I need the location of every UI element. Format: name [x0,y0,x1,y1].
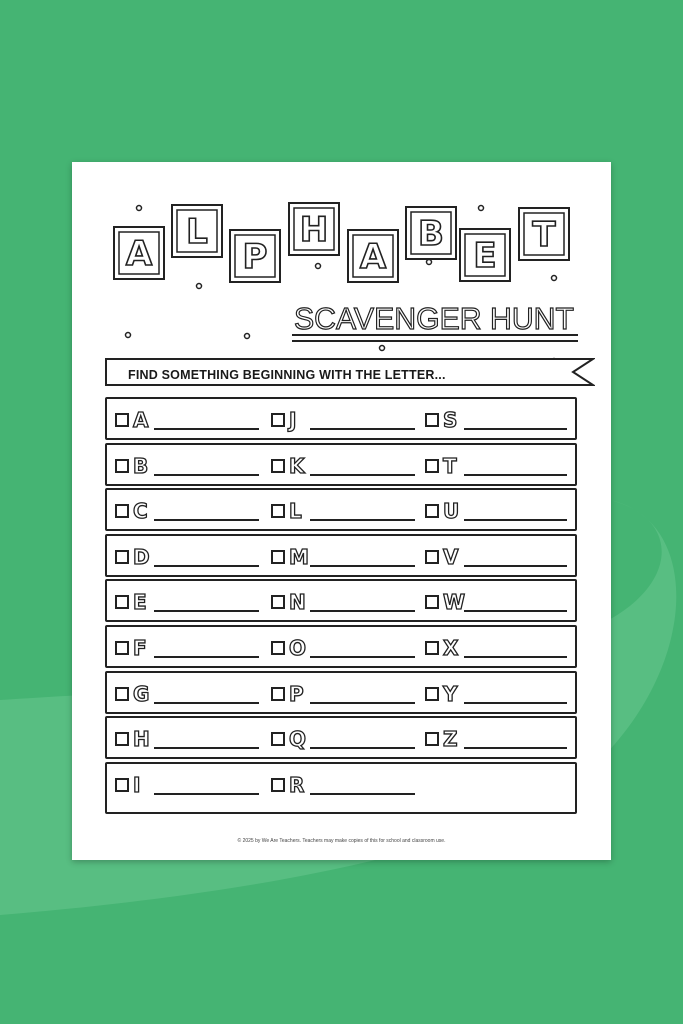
answer-line[interactable] [464,519,567,521]
checkbox[interactable] [271,459,285,473]
letter-label: D [133,544,150,569]
checkbox[interactable] [271,687,285,701]
letter-item-m [265,546,415,570]
letter-item-q [265,728,415,752]
answer-line[interactable] [154,428,259,430]
letter-row [105,488,577,531]
answer-line[interactable] [154,610,259,612]
letter-grid [105,397,577,816]
letter-label: V [443,544,459,569]
checkbox[interactable] [115,413,129,427]
answer-line[interactable] [464,702,567,704]
answer-line[interactable] [154,747,259,749]
letter-item-f [109,637,259,661]
letter-label: C [133,499,148,524]
letter-label: F [133,635,147,660]
letter-label: Z [443,727,458,752]
letter-label: Y [443,681,458,706]
title-letter: P [242,237,268,277]
letter-item-h [109,728,259,752]
letter-item-w [419,591,567,615]
letter-label: A [133,408,149,432]
checkbox[interactable] [271,732,285,746]
checkbox[interactable] [271,778,285,792]
letter-item-s [419,409,567,433]
answer-line[interactable] [310,793,415,795]
checkbox[interactable] [271,550,285,564]
letter-label: K [289,453,305,478]
letter-item-e [109,591,259,615]
letter-label: T [443,453,457,478]
answer-line[interactable] [310,519,415,521]
title-letter: L [186,212,208,252]
checkbox[interactable] [425,550,439,564]
letter-row [105,716,577,759]
banner-text: FIND SOMETHING BEGINNING WITH THE LETTER... [128,368,446,382]
title-letter: E [473,236,497,276]
answer-line[interactable] [154,474,259,476]
checkbox[interactable] [115,687,129,701]
answer-line[interactable] [464,565,567,567]
letter-item-t [419,455,567,479]
checkbox[interactable] [425,595,439,609]
answer-line[interactable] [310,565,415,567]
checkbox[interactable] [271,413,285,427]
checkbox[interactable] [271,641,285,655]
letter-item-p [265,683,415,707]
letter-label: E [133,590,147,615]
checkbox[interactable] [115,595,129,609]
letter-label: L [289,499,302,524]
answer-line[interactable] [154,793,259,795]
checkbox[interactable] [425,687,439,701]
letter-item-i [109,774,259,798]
worksheet-page [72,162,611,860]
letter-label: I [133,772,141,797]
title-letter: H [299,210,329,250]
letter-item-l [265,500,415,524]
letter-label: P [289,681,304,706]
answer-line[interactable] [310,656,415,658]
letter-label: W [443,590,466,615]
letter-row [105,534,577,577]
answer-line[interactable] [310,702,415,704]
letter-label: U [443,499,460,524]
letter-item-b [109,455,259,479]
letter-label: B [133,453,149,478]
letter-item-a [109,409,259,433]
letter-item-o [265,637,415,661]
checkbox[interactable] [425,641,439,655]
letter-row [105,625,577,668]
answer-line[interactable] [464,656,567,658]
checkbox[interactable] [115,641,129,655]
letter-row [105,443,577,486]
letter-label: H [133,727,150,752]
letter-label: Q [289,727,307,752]
answer-line[interactable] [154,519,259,521]
letter-row [105,579,577,622]
title-art [72,162,611,362]
answer-line[interactable] [154,565,259,567]
checkbox[interactable] [271,504,285,518]
answer-line[interactable] [310,474,415,476]
letter-label: N [289,590,306,615]
checkbox[interactable] [115,459,129,473]
answer-line[interactable] [310,747,415,749]
letter-label: R [289,772,305,797]
checkbox[interactable] [271,595,285,609]
title-letter: A [359,237,387,277]
title-letter: T [532,215,556,255]
answer-line[interactable] [464,474,567,476]
letter-label: G [133,681,150,706]
title-letter: B [418,214,444,254]
letter-item-r [265,774,415,798]
letter-row [105,397,577,440]
letter-row [105,671,577,714]
letter-item-z [419,728,567,752]
letter-item-u [419,500,567,524]
letter-label: M [289,544,309,569]
letter-item-y [419,683,567,707]
title-letter: A [125,234,153,274]
letter-label: J [289,408,297,432]
letter-row [105,762,577,814]
letter-item-d [109,546,259,570]
checkbox[interactable] [115,550,129,564]
letter-item-x [419,637,567,661]
checkbox[interactable] [115,732,129,746]
letter-item-g [109,683,259,707]
checkbox[interactable] [425,732,439,746]
letter-label: X [443,635,459,660]
checkbox[interactable] [425,504,439,518]
letter-item-v [419,546,567,570]
checkbox[interactable] [425,459,439,473]
answer-line[interactable] [464,747,567,749]
letter-item-c [109,500,259,524]
answer-line[interactable] [154,656,259,658]
checkbox[interactable] [115,778,129,792]
answer-line[interactable] [154,702,259,704]
answer-line[interactable] [310,610,415,612]
letter-item-j [265,409,415,433]
checkbox[interactable] [425,413,439,427]
letter-item-k [265,455,415,479]
letter-label: S [443,408,458,432]
answer-line[interactable] [310,428,415,430]
answer-line[interactable] [464,428,567,430]
subtitle: SCAVENGER HUNT [294,301,575,336]
letter-label: O [289,635,307,660]
copyright-footer: © 2025 by We Are Teachers. Teachers may make copies of this for school and classroom use. [237,838,446,844]
letter-item-n [265,591,415,615]
answer-line[interactable] [464,610,567,612]
checkbox[interactable] [115,504,129,518]
